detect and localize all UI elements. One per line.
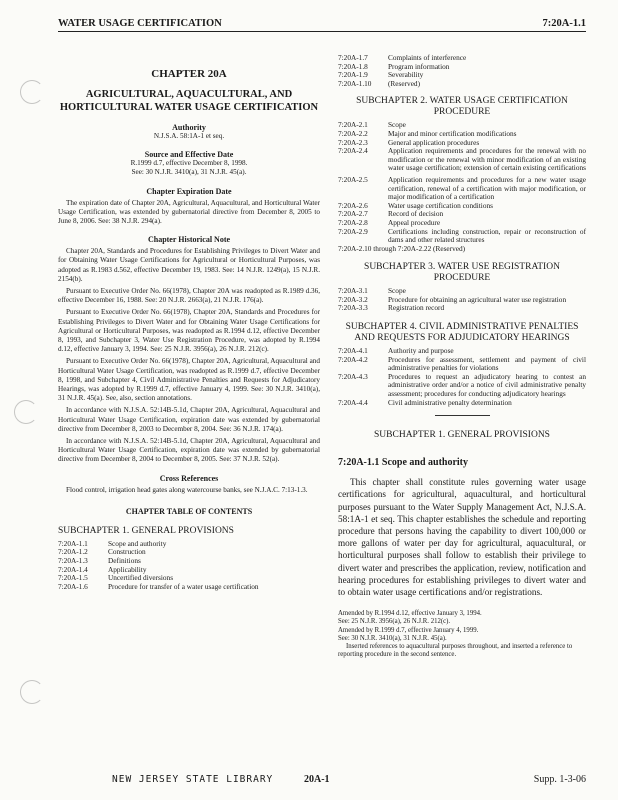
punch-hole-mark [20, 80, 44, 104]
history-paragraph: In accordance with N.J.S.A. 52:14B-5.1d, Chapter 20A, Agricultural, Aquacultural and Horticultural Water Usage Certification, expiration date was extended by gubernatorial directive from December 8, 2004 to December 8, 2005. See: 37 N.J.R. 52(a). [58, 437, 320, 464]
toc-entry-number: 7:20A-1.10 [338, 78, 372, 88]
toc-entry-title: Major and minor certification modifications [388, 128, 517, 138]
right-column [338, 54, 586, 659]
toc-entry-number: 7:20A-1.5 [58, 573, 88, 583]
expiration-text: The expiration date of Chapter 20A, Agricultural, Aquacultural, and Horticultural Water Usage Certification, was extended by gubernatorial directive from December 8, 2005 to June 8, 2006. See: 38 N.J.R. 294(a). [58, 198, 320, 226]
toc-entry-title: Scope [388, 120, 406, 130]
subchapter-1-heading: SUBCHAPTER 1. GENERAL PROVISIONS [58, 525, 234, 536]
toc-entry [338, 147, 586, 173]
toc-entry-title: Procedure for obtaining an agricultural water use registration [388, 294, 567, 304]
toc-entry [58, 583, 320, 592]
toc-entry-title: 7:20A-2.10 through 7:20A-2.22 (Reserved) [338, 243, 466, 253]
toc-entry-title: Applicability [108, 564, 147, 574]
authority-heading: Authority [172, 123, 206, 132]
toc-entry-number: 7:20A-1.3 [58, 556, 88, 566]
toc-entry-title: Certifications including construction, repair or reconstruction of dams and other related structures [388, 226, 586, 245]
toc-entry [338, 63, 586, 72]
amendment-notes [338, 610, 586, 659]
toc-entry [338, 202, 586, 211]
left-column [58, 60, 320, 591]
library-stamp: NEW JERSEY STATE LIBRARY [112, 774, 274, 785]
header-code: 7:20A-1.1 [542, 18, 586, 29]
source-line: R.1999 d.7, effective December 8, 1998. [130, 159, 248, 168]
authority-text: N.J.S.A. 58:1A-1 et seq. [153, 132, 225, 140]
crossref-heading: Cross References [159, 473, 219, 483]
source-heading: Source and Effective Date [144, 150, 234, 160]
toc-entry [338, 245, 586, 254]
amendment-line: Inserted references to aquacultural purposes throughout, and inserted a reference to reporting procedure in the second sentence. [338, 643, 573, 659]
toc-entry-title: Severability [388, 70, 424, 80]
toc-entry-title: Water usage certification conditions [388, 200, 493, 210]
amendment-line: Amended by R.1994 d.12, effective January 3, 1994. [338, 610, 482, 618]
toc-entry-number: 7:20A-1.7 [338, 53, 368, 62]
toc-entry-number: 7:20A-1.4 [58, 564, 88, 574]
toc-entry-number: 7:20A-2.9 [338, 226, 368, 236]
subchapter-3-heading: SUBCHAPTER 3. WATER USE REGISTRATION PROCEDURE [364, 262, 560, 284]
toc-entry-title: Record of decision [388, 209, 444, 219]
history-paragraph: Pursuant to Executive Order No. 66(1978), Chapter 20A, Agricultural, Aquacultural and Horticultural Water Usage Certification, was readopted as R.1999 d.7, effective December 8, 1998, and Subchapter 4, Civil Administrative Penalties and Requests for Adjudicatory Hearings, was adopted by R.1999 d.7, effective January 4, 1999. See: 30 N.J.R. 3410(a), 31 N.J.R. 45(a). See, also, section annotations. [58, 357, 320, 403]
toc-entry-number: 7:20A-2.4 [338, 146, 368, 156]
toc-entry-title: Procedures for assessment, settlement and payment of civil administrative penalties for violations [388, 354, 586, 373]
history-paragraph: In accordance with N.J.S.A. 52:14B-5.1d, Chapter 20A, Agricultural, Aquacultural and Horticultural Water Usage Certification, expiration date was extended by gubernatorial directive from December 8, 2003 to December 8, 2004. See: 36 N.J.R. 174(a). [58, 406, 320, 433]
toc-entry-number: 7:20A-1.6 [58, 581, 88, 591]
section-title: 7:20A-1.1 Scope and authority [338, 457, 469, 469]
toc-entry-title: Civil administrative penalty determination [388, 397, 512, 407]
toc-entry-title: (Reserved) [388, 78, 421, 88]
page-number: 20A-1 [304, 774, 330, 785]
source-line: See: 30 N.J.R. 3410(a), 31 N.J.R. 45(a). [131, 168, 247, 177]
toc-entry-title: Construction [108, 547, 146, 557]
toc-entry-number: 7:20A-2.1 [338, 120, 368, 130]
toc-entry-title: Procedures to request an adjudicatory hearing to contest an administrative order and/or a notice of civil administrative penalty assessment; procedures for conducting adjudicatory hearings [388, 371, 586, 399]
toc-entry-number: 7:20A-2.3 [338, 137, 368, 147]
expiration-heading: Chapter Expiration Date [146, 186, 232, 196]
amendment-line: See: 30 N.J.R. 3410(a), 31 N.J.R. 45(a). [338, 634, 447, 642]
toc-entry-title: Uncertified diversions [108, 573, 174, 583]
toc-entry-title: Complaints of interference [388, 53, 467, 62]
toc-entry-title: Procedure for transfer of a water usage certification [108, 581, 259, 591]
section-divider [435, 415, 490, 416]
toc-entry [58, 540, 320, 549]
toc-entry [338, 356, 586, 373]
toc-entry [58, 566, 320, 575]
toc-entry [338, 373, 586, 399]
toc-entry-title: Application requirements and procedures for the renewal with no modification or the renewal with minor modification of an existing water usage certification; extension of certain existing certifications [388, 146, 586, 173]
amendment-line: Amended by R.1999 d.7, effective January 4, 1999. [338, 626, 479, 634]
toc-entry-number: 7:20A-1.1 [58, 538, 88, 548]
toc-entry-title: Definitions [108, 556, 141, 566]
toc-entry-number: 7:20A-2.8 [338, 217, 368, 227]
toc-entry-title: Scope [388, 286, 406, 296]
toc-entry-title: Scope and authority [108, 538, 167, 548]
running-header [58, 12, 586, 32]
toc-entry [338, 296, 586, 305]
toc-entry-title: General application procedures [388, 137, 480, 147]
chapter-title: AGRICULTURAL, AQUACULTURAL, AND HORTICULTURAL WATER USAGE CERTIFICATION [59, 89, 319, 113]
history-paragraph: Chapter 20A, Standards and Procedures for Establishing Privileges to Divert Water and for Obtaining Water Usage Certifications for Agricultural or Horticultural Purposes, was adopted as R.1983 d.562, effective December 19, 1983. See: 14 N.J.R. 1249(a), 15 N.J.R. 2154(b). [58, 247, 320, 283]
punch-hole-mark [14, 400, 38, 424]
toc-entry [338, 176, 586, 202]
toc-entry-title: Authority and purpose [388, 346, 454, 356]
supplement-date: Supp. 1-3-06 [533, 774, 586, 785]
toc-entry-title: Program information [388, 61, 450, 71]
crossref-text: Flood control, irrigation head gates along watercourse banks, see N.J.A.C. 7:13-1.3. [66, 485, 308, 494]
subchapter-1-body-heading: SUBCHAPTER 1. GENERAL PROVISIONS [374, 430, 550, 441]
history-paragraph: Pursuant to Executive Order No. 66(1978), Chapter 20A, Standards and Procedures for Establishing Privileges to Divert Water and for Obtaining Water Usage Certifications for Agricultural or Horticultural Purposes, was readopted as R.1994 d.12, effective December 8, 1993, and Subchapter 3, Water Use Registration Procedure, was adopted by R.1994 d.12, effective January 3, 1994. See: 25 N.J.R. 3956(a), 26 N.J.R. 212(c). [58, 308, 320, 354]
section-text: This chapter shall constitute rules governing water usage certifications for agricultural, aquacultural, and horticultural purposes pursuant to the Water Supply Management Act, N.J.S.A. 58:1A-1 et seq. This chapter establishes the schedule and reporting procedure that persons having the capability to divert 100,000 or more gallons of water per day for agricultural, aquacultural, or horticultural purposes shall follow to establish their privilege to divert water and prescribes the application, review, notification and hearing procedures for establishing privileges to divert water and to obtain water usage certifications and/or registrations. [338, 477, 586, 598]
chapter-number: CHAPTER 20A [151, 68, 227, 80]
toc-entry-title: Application requirements and procedures for a new water usage certification, renewal of a certification with major modification, or major modification of a certification [388, 174, 586, 202]
amendment-line: See: 25 N.J.R. 3956(a), 26 N.J.R. 212(c). [338, 618, 451, 626]
toc-entry-number: 7:20A-2.7 [338, 209, 368, 219]
toc-entry-number: 7:20A-4.1 [338, 346, 368, 356]
toc-entry [338, 80, 586, 89]
subchapter-4-heading: SUBCHAPTER 4. CIVIL ADMINISTRATIVE PENALTIES AND REQUESTS FOR ADJUDICATORY HEARINGS [345, 322, 579, 344]
toc-entry-number: 7:20A-2.5 [338, 174, 368, 184]
toc-entry [338, 210, 586, 219]
toc-entry [58, 548, 320, 557]
toc-entry [338, 304, 586, 313]
toc-entry [58, 557, 320, 566]
toc-entry-number: 7:20A-1.8 [338, 61, 368, 71]
toc-entry-title: Registration record [388, 303, 445, 313]
toc-entry-number: 7:20A-1.2 [58, 547, 88, 557]
toc-entry-number: 7:20A-4.3 [338, 371, 368, 381]
subchapter-2-heading: SUBCHAPTER 2. WATER USAGE CERTIFICATION PROCEDURE [356, 96, 568, 118]
history-paragraph: Pursuant to Executive Order No. 66(1978), Chapter 20A was readopted as R.1989 d.36, effective December 16, 1988. See: 20 N.J.R. 2663(a), 21 N.J.R. 176(a). [58, 287, 320, 305]
toc-entry-number: 7:20A-2.2 [338, 128, 368, 138]
subchapter-1-continued [338, 54, 586, 88]
toc-entry-number: 7:20A-3.3 [338, 303, 368, 313]
history-heading: Chapter Historical Note [147, 235, 231, 245]
toc-entry [338, 71, 586, 80]
toc-heading: CHAPTER TABLE OF CONTENTS [125, 506, 253, 516]
toc-entry [338, 228, 586, 245]
toc-entry-number: 7:20A-1.9 [338, 70, 368, 80]
toc-entry-number: 7:20A-4.2 [338, 354, 368, 364]
toc-entry-number: 7:20A-4.4 [338, 397, 368, 407]
toc-entry-number: 7:20A-3.2 [338, 294, 368, 304]
punch-hole-mark [20, 680, 44, 704]
header-title: WATER USAGE CERTIFICATION [58, 18, 222, 29]
toc-entry-number: 7:20A-3.1 [338, 286, 368, 296]
toc-entry-number: 7:20A-2.6 [338, 200, 368, 210]
toc-entry [338, 54, 586, 63]
toc-entry [338, 399, 586, 408]
toc-entry-title: Appeal procedure [388, 217, 441, 227]
